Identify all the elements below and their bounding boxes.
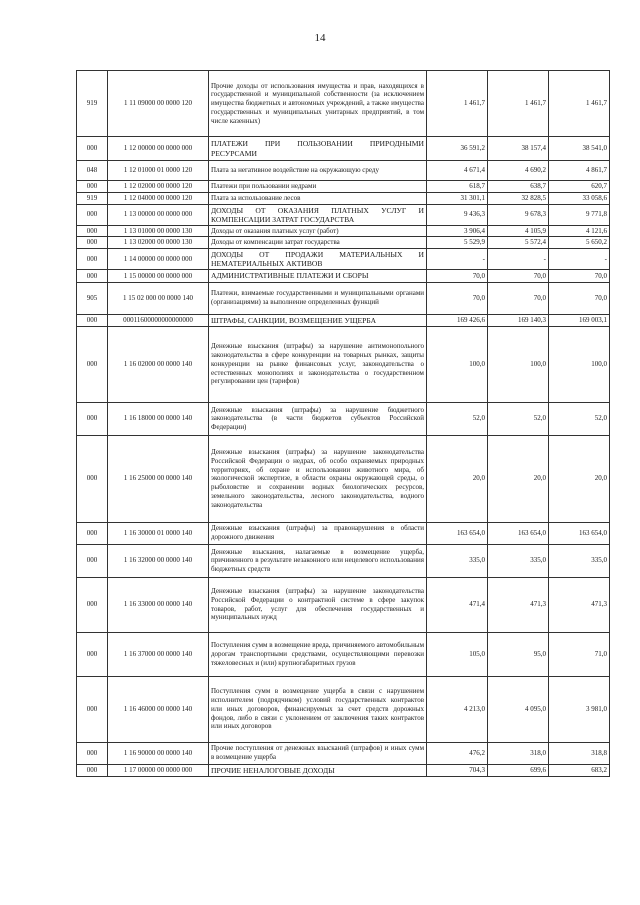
revenue-name-cell: Денежные взыскания (штрафы) за нарушение антимонопольного законодательства в сфере конкуренции на товарных рынках, защиты конкуренции на рынке финансовых услуг, законодательства о естественных монополиях и законодательства о государственном регулировании цен (тарифов) <box>209 326 427 402</box>
table-row <box>77 742 610 764</box>
value-year2-cell: 70,0 <box>488 270 549 282</box>
value-year2-cell: 699,6 <box>488 764 549 776</box>
admin-code-cell: 000 <box>77 137 108 161</box>
value-year3-cell: 620,7 <box>549 181 610 193</box>
revenue-table <box>76 70 610 777</box>
revenue-name-cell: Прочие доходы от использования имущества и прав, находящихся в государственной и муниципальной собственности (за исключением имущества бюджетных и автономных учреждений, а также имущества государственных и муниципальных унитарных предприятий, в том числе казенных) <box>209 71 427 137</box>
admin-code-cell: 000 <box>77 764 108 776</box>
revenue-name-cell: Денежные взыскания (штрафы) за нарушение законодательства Российской Федерации о контрактной системе в сфере закупок товаров, работ, услуг для обеспечения государственных и муниципальных нужд <box>209 577 427 632</box>
budget-code-cell: 1 16 02000 00 0000 140 <box>108 326 209 402</box>
revenue-name-cell: Платежи при пользовании недрами <box>209 181 427 193</box>
table-row <box>77 676 610 742</box>
budget-code-cell: 1 16 30000 01 0000 140 <box>108 522 209 544</box>
value-year1-cell: 4 671,4 <box>427 161 488 181</box>
value-year3-cell: 33 058,6 <box>549 192 610 204</box>
budget-code-cell: 1 17 00000 00 0000 000 <box>108 764 209 776</box>
value-year2-cell: 4 690,2 <box>488 161 549 181</box>
value-year1-cell: 618,7 <box>427 181 488 193</box>
table-row <box>77 71 610 137</box>
value-year2-cell: 100,0 <box>488 326 549 402</box>
revenue-name-cell: Поступления сумм в возмещение вреда, причиняемого автомобильным дорогам транспортными средствами, осуществляющими перевозки тяжеловесных и (или) крупногабаритных грузов <box>209 632 427 676</box>
value-year3-cell: 9 771,8 <box>549 204 610 225</box>
revenue-name-cell: ДОХОДЫ ОТ ПРОДАЖИ МАТЕРИАЛЬНЫХ И НЕМАТЕРИАЛЬНЫХ АКТИВОВ <box>209 249 427 270</box>
admin-code-cell: 000 <box>77 270 108 282</box>
value-year2-cell: 52,0 <box>488 402 549 435</box>
admin-code-cell: 000 <box>77 522 108 544</box>
value-year2-cell: 4 095,0 <box>488 676 549 742</box>
table-row <box>77 204 610 225</box>
value-year2-cell: 335,0 <box>488 544 549 577</box>
table-row <box>77 181 610 193</box>
value-year1-cell: 1 461,7 <box>427 71 488 137</box>
value-year2-cell: 95,0 <box>488 632 549 676</box>
value-year2-cell: 1 461,7 <box>488 71 549 137</box>
table-row <box>77 137 610 161</box>
admin-code-cell: 000 <box>77 544 108 577</box>
value-year3-cell: 471,3 <box>549 577 610 632</box>
admin-code-cell: 048 <box>77 161 108 181</box>
value-year2-cell: 318,0 <box>488 742 549 764</box>
value-year1-cell: 70,0 <box>427 282 488 314</box>
value-year1-cell: 20,0 <box>427 435 488 522</box>
admin-code-cell: 000 <box>77 632 108 676</box>
value-year1-cell: 70,0 <box>427 270 488 282</box>
value-year1-cell: 3 906,4 <box>427 225 488 237</box>
value-year3-cell: 169 003,1 <box>549 314 610 326</box>
budget-code-cell: 1 15 00000 00 0000 000 <box>108 270 209 282</box>
revenue-name-cell: Прочие поступления от денежных взысканий (штрафов) и иных сумм в возмещение ущерба <box>209 742 427 764</box>
admin-code-cell: 000 <box>77 402 108 435</box>
value-year1-cell: 169 426,6 <box>427 314 488 326</box>
table-row <box>77 225 610 237</box>
table-row <box>77 270 610 282</box>
value-year3-cell: 4 121,6 <box>549 225 610 237</box>
admin-code-cell: 000 <box>77 225 108 237</box>
admin-code-cell: 000 <box>77 676 108 742</box>
value-year1-cell: 31 301,1 <box>427 192 488 204</box>
revenue-name-cell: Плата за негативное воздействие на окружающую среду <box>209 161 427 181</box>
table-row <box>77 161 610 181</box>
value-year1-cell: 36 591,2 <box>427 137 488 161</box>
value-year3-cell: 38 541,0 <box>549 137 610 161</box>
admin-code-cell: 905 <box>77 282 108 314</box>
revenue-name-cell: Поступления сумм в возмещение ущерба в связи с нарушением исполнителем (подрядчиком) условий государственных контрактов или иных договоров, финансируемых за счет средств дорожных фондов, либо в связи с уклонением от заключения таких контрактов или иных договоров <box>209 676 427 742</box>
table-row <box>77 282 610 314</box>
value-year1-cell: 471,4 <box>427 577 488 632</box>
admin-code-cell: 000 <box>77 435 108 522</box>
value-year3-cell: 1 461,7 <box>549 71 610 137</box>
revenue-name-cell: Денежные взыскания (штрафы) за нарушение законодательства Российской Федерации о недрах, об особо охраняемых природных территориях, об охране и использовании животного мира, об экологической экспертизе, в области охраны окружающей среды, о рыболовстве и сохранении водных биологических ресурсов, земельного законодательства, лесного законодательства, водного законодательства <box>209 435 427 522</box>
admin-code-cell: 000 <box>77 314 108 326</box>
admin-code-cell: 919 <box>77 71 108 137</box>
budget-code-cell: 1 16 90000 00 0000 140 <box>108 742 209 764</box>
table-row <box>77 192 610 204</box>
budget-code-cell: 1 11 09000 00 0000 120 <box>108 71 209 137</box>
revenue-table-body <box>77 71 610 777</box>
value-year3-cell: 100,0 <box>549 326 610 402</box>
value-year3-cell: 683,2 <box>549 764 610 776</box>
value-year1-cell: 5 529,9 <box>427 237 488 249</box>
value-year3-cell: 70,0 <box>549 270 610 282</box>
budget-code-cell: 1 16 18000 00 0000 140 <box>108 402 209 435</box>
budget-code-cell: 1 12 00000 00 0000 000 <box>108 137 209 161</box>
budget-code-cell: 1 16 37000 00 0000 140 <box>108 632 209 676</box>
value-year1-cell: 163 654,0 <box>427 522 488 544</box>
revenue-name-cell: ПРОЧИЕ НЕНАЛОГОВЫЕ ДОХОДЫ <box>209 764 427 776</box>
value-year3-cell: 71,0 <box>549 632 610 676</box>
budget-code-cell: 1 12 02000 00 0000 120 <box>108 181 209 193</box>
value-year2-cell: 9 678,3 <box>488 204 549 225</box>
revenue-name-cell: Денежные взыскания (штрафы) за нарушение бюджетного законодательства (в части бюджетов субъектов Российской Федерации) <box>209 402 427 435</box>
table-row <box>77 314 610 326</box>
value-year1-cell: 105,0 <box>427 632 488 676</box>
value-year2-cell: 638,7 <box>488 181 549 193</box>
value-year2-cell: 32 828,5 <box>488 192 549 204</box>
value-year3-cell: 4 861,7 <box>549 161 610 181</box>
table-row <box>77 326 610 402</box>
table-row <box>77 544 610 577</box>
revenue-name-cell: Денежные взыскания (штрафы) за правонарушения в области дорожного движения <box>209 522 427 544</box>
table-row <box>77 522 610 544</box>
value-year1-cell: 4 213,0 <box>427 676 488 742</box>
budget-code-cell: 00011600000000000000 <box>108 314 209 326</box>
page-number: 14 <box>314 32 326 44</box>
table-row <box>77 237 610 249</box>
admin-code-cell: 000 <box>77 204 108 225</box>
budget-code-cell: 1 16 32000 00 0000 140 <box>108 544 209 577</box>
value-year3-cell: 20,0 <box>549 435 610 522</box>
value-year2-cell: 163 654,0 <box>488 522 549 544</box>
value-year3-cell: - <box>549 249 610 270</box>
budget-code-cell: 1 14 00000 00 0000 000 <box>108 249 209 270</box>
value-year3-cell: 70,0 <box>549 282 610 314</box>
revenue-name-cell: Платежи, взимаемые государственными и муниципальными органами (организациями) за выполнение определенных функций <box>209 282 427 314</box>
budget-code-cell: 1 12 01000 01 0000 120 <box>108 161 209 181</box>
admin-code-cell: 000 <box>77 742 108 764</box>
value-year2-cell: 5 572,4 <box>488 237 549 249</box>
table-row <box>77 632 610 676</box>
budget-code-cell: 1 16 25000 00 0000 140 <box>108 435 209 522</box>
value-year1-cell: 100,0 <box>427 326 488 402</box>
admin-code-cell: 000 <box>77 577 108 632</box>
table-row <box>77 435 610 522</box>
table-row <box>77 764 610 776</box>
budget-code-cell: 1 12 04000 00 0000 120 <box>108 192 209 204</box>
budget-code-cell: 1 13 02000 00 0000 130 <box>108 237 209 249</box>
value-year3-cell: 163 654,0 <box>549 522 610 544</box>
budget-code-cell: 1 16 46000 00 0000 140 <box>108 676 209 742</box>
value-year3-cell: 3 981,0 <box>549 676 610 742</box>
value-year3-cell: 5 650,2 <box>549 237 610 249</box>
value-year1-cell: 52,0 <box>427 402 488 435</box>
value-year2-cell: 70,0 <box>488 282 549 314</box>
admin-code-cell: 000 <box>77 237 108 249</box>
value-year2-cell: 38 157,4 <box>488 137 549 161</box>
revenue-name-cell: Доходы от компенсации затрат государства <box>209 237 427 249</box>
budget-code-cell: 1 16 33000 00 0000 140 <box>108 577 209 632</box>
budget-code-cell: 1 13 01000 00 0000 130 <box>108 225 209 237</box>
value-year1-cell: - <box>427 249 488 270</box>
table-row <box>77 577 610 632</box>
value-year2-cell: 20,0 <box>488 435 549 522</box>
value-year2-cell: 4 105,9 <box>488 225 549 237</box>
revenue-name-cell: Доходы от оказания платных услуг (работ) <box>209 225 427 237</box>
value-year1-cell: 704,3 <box>427 764 488 776</box>
table-row <box>77 402 610 435</box>
table-row <box>77 249 610 270</box>
value-year2-cell: 471,3 <box>488 577 549 632</box>
value-year1-cell: 9 436,3 <box>427 204 488 225</box>
budget-code-cell: 1 13 00000 00 0000 000 <box>108 204 209 225</box>
revenue-name-cell: ДОХОДЫ ОТ ОКАЗАНИЯ ПЛАТНЫХ УСЛУГ И КОМПЕНСАЦИИ ЗАТРАТ ГОСУДАРСТВА <box>209 204 427 225</box>
value-year1-cell: 335,0 <box>427 544 488 577</box>
revenue-name-cell: Плата за использование лесов <box>209 192 427 204</box>
admin-code-cell: 000 <box>77 249 108 270</box>
revenue-name-cell: АДМИНИСТРАТИВНЫЕ ПЛАТЕЖИ И СБОРЫ <box>209 270 427 282</box>
value-year1-cell: 476,2 <box>427 742 488 764</box>
value-year2-cell: - <box>488 249 549 270</box>
value-year3-cell: 52,0 <box>549 402 610 435</box>
value-year3-cell: 335,0 <box>549 544 610 577</box>
revenue-name-cell: Денежные взыскания, налагаемые в возмещение ущерба, причиненного в результате незаконного или нецелевого использования бюджетных средств <box>209 544 427 577</box>
value-year3-cell: 318,8 <box>549 742 610 764</box>
admin-code-cell: 000 <box>77 181 108 193</box>
revenue-name-cell: ШТРАФЫ, САНКЦИИ, ВОЗМЕЩЕНИЕ УЩЕРБА <box>209 314 427 326</box>
admin-code-cell: 919 <box>77 192 108 204</box>
revenue-name-cell: ПЛАТЕЖИ ПРИ ПОЛЬЗОВАНИИ ПРИРОДНЫМИ РЕСУРСАМИ <box>209 137 427 161</box>
budget-code-cell: 1 15 02 000 00 0000 140 <box>108 282 209 314</box>
value-year2-cell: 169 140,3 <box>488 314 549 326</box>
admin-code-cell: 000 <box>77 326 108 402</box>
